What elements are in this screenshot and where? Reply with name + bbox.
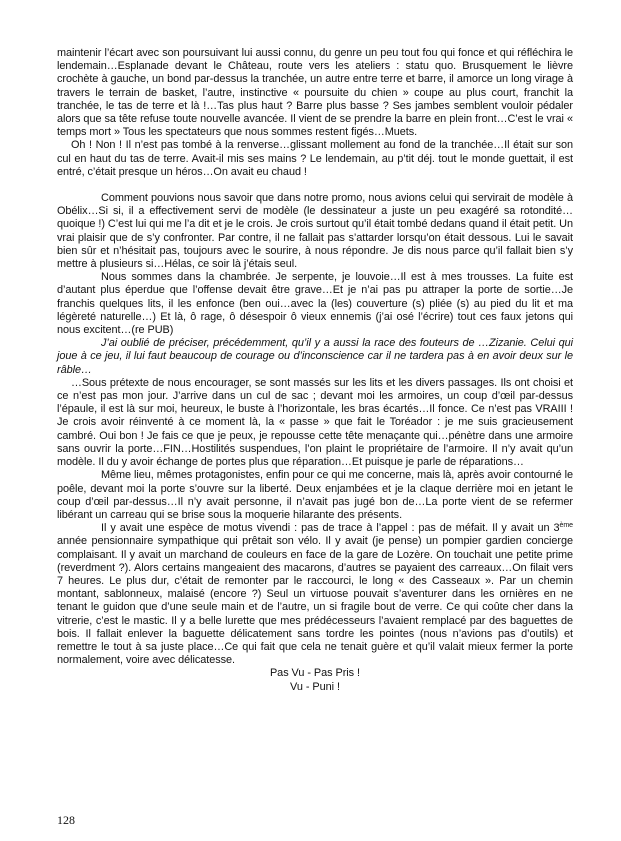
closing-line-1: Pas Vu - Pas Pris ! [269,667,361,680]
paragraph-7: Même lieu, mêmes protagonistes, enfin pour ce qui me concerne, mais là, après avoir contourné le poêle, devant moi la porte s’ouvre sur la liberté. Deux enjambées et je la claque derrière moi en jetant le coup d’œil par-dessus…Il n’y avait personne, il n’avait pas jugé bon de…La porte vient de se refermer libérant un carreau qui se brise sous la moquerie hilarante des présents. [57,469,573,521]
body-text [57,47,573,694]
paragraph-8-end: année pensionnaire sympathique qui prêtait son vélo. Il y avait (je pense) un pompier gardien concierge complaisant. Il y avait un marchand de couleurs en face de la gare de Lozère. On touchait une petite prime (reverdment ?). Alors certains mangeaient des macarons, d’autres se payaient des carreaux…On filait vers 7 heures. Le plus dur, c’était de remonter par le raccourci, le long « des Casseaux ». Par un chemin montant, sablonneux, malaisé (encore ?) Seul un virtuose pouvait s’aventurer dans les ornières en ne tenant le guidon que d’une seule main et de l’autre, un si fragile bout de verre. Ce qui coûte cher dans la vitrerie, c’est le mastic. Il y a belle lurette que mes prédécesseurs l’avaient remplacé par des baguettes de bois. Il fallait enlever la baguette délicatement sans tordre les pointes (nous n’avions pas d’outils) et remettre le tout à sa juste place…Ce qui fait que cela ne tenait guère et qu’il valait mieux fermer la porte normalement, voire avec délicatesse. [57,535,573,667]
ordinal-superscript: ème [559,522,573,530]
paragraph-2: Oh ! Non ! Il n’est pas tombé à la renverse…glissant mollement au fond de la tranchée…Il était sur son cul en haut du tas de terre. Avait-il mis ses mains ? Le lendemain, au p’tit déj. tout le monde guettait, il est entré, c’était presque un héros…On avait eu chaud ! [57,139,573,178]
paragraph-5-italic: J’ai oublié de préciser, précédemment, qu’il y a aussi la race des fouteurs de …Zizanie. Celui qui joue à ce jeu, il lui faut beaucoup de courage ou d’inconscience car il ne tardera pas à en avoir deux sur le râble… [57,337,573,376]
paragraph-4: Nous sommes dans la chambrée. Je serpente, je louvoie…Il est à mes trousses. La fuite est d’autant plus éperdue que l’offense devait être grave…Et je n’ai pas pu attraper la porte de sortie…Je franchis quelques lits, il les enfonce (ben oui…avec la (les) couverture (s) pliée (s) au pied du lit et ma légèreté naturelle…) Et là, ô rage, ô désespoir ô vieux ennemis (j’ai osé l’écrire) tout ces faux jetons qui nous excitent…(re PUB) [57,271,573,337]
paragraph-6: …Sous prétexte de nous encourager, se sont massés sur les lits et les divers passages. Ils ont choisi et ce n’est pas mon jour. J’arrive dans un cul de sac ; devant moi les armoires, un coup d’œil par-dessus l’épaule, il est là sur moi, heureux, le buste à l’horizontale, les bras écartés…Il fonce. Ce n’est pas VRAIII ! Je crois avoir réinventé à ce moment là, la « passe » que fait le Toréador : je me suis gracieusement cambré. Oui bon ! Je fais ce que je peux, je repousse cette tête menaçante qui…pénètre dans une armoire sans ouvrir la porte…FIN…Hostilités suspendues, l’on plaint le propriétaire de l’armoire. Il n’y avait qu’un modèle. Il du y avoir échange de portes plus que réparation…Et puisque je parle de réparations… [57,376,573,469]
paragraph-3: Comment pouvions nous savoir que dans notre promo, nous avions celui qui servirait de modèle à Obélix…Si si, il a effectivement servi de modèle (le dessinateur a juste un peu exagéré sa rotondité…quoique !) C’est lui qui me l’a dit et je le crois. Je crois surtout qu’il était tombé dedans quand il était petit. Un vrai plaisir que de s’y confronter. Par contre, il ne fallait pas s’attarder lorsqu’on était dessous. Lui le savait bien sûr et n’hésitait pas, toujours avec le sourire, à nous répondre. Je dis nous parce qu’il fallait bien s’y mettre à plusieurs si…Hélas, ce soir là j’étais seul. [57,192,573,271]
paragraph-gap [57,179,573,192]
paragraph-8 [57,522,573,667]
paragraph-8-start: Il y avait une espèce de motus vivendi : pas de trace à l’appel : pas de méfait. Il y avait un 3 [101,522,560,535]
paragraph-1: maintenir l’écart avec son poursuivant lui aussi connu, du genre un peu tout fou qui fonce et qui réfléchira le lendemain…Esplanade devant le Château, route vers les ateliers : statu quo. Brusquement le lièvre crochète à gauche, un bond par-dessus la tranchée, un autre entre terre et barre, il amorce un long virage à travers le terrain de basket, l’autre, instinctive « poursuite du chien » coupe au plus court, franchit la tranchée, le tas de terre et là !…Tas plus haut ? Barre plus basse ? Ses jambes semblent vouloir pédaler alors que sa tête refuse toute nouvelle avancée. Il vient de se prendre la barre en plein front…C’est le vrai « temps mort » Tous les spectateurs que nous sommes restent figés…Muets. [57,47,573,139]
page-number: 128 [57,813,75,827]
closing-line-2: Vu - Puni ! [290,680,340,693]
